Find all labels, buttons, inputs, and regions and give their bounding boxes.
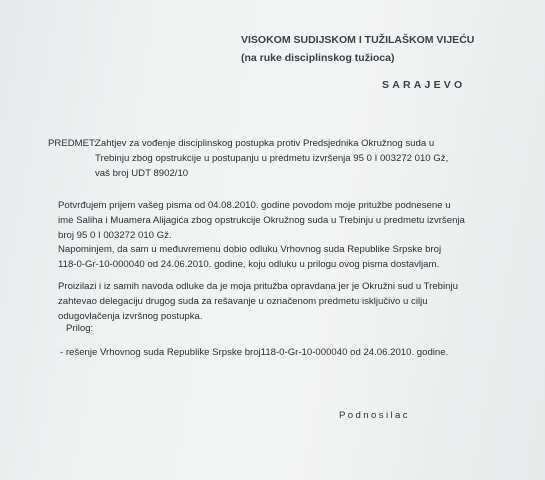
signature-label: Podnosilac bbox=[339, 410, 410, 421]
subject-block bbox=[48, 136, 448, 181]
subject-line-2: Trebinju zbog opstrukcije u postupanju u predmetu izvršenja 95 0 I 003272 010 Gž, bbox=[95, 153, 449, 164]
paragraph-line: Potvrđujem prijem vašeg pisma od 04.08.2010. godine povodom moje pritužbe podnesene u bbox=[58, 200, 451, 211]
paragraph-line: zahtevao delegaciju drugog suda za rešavanje u označenom predmetu isključivo u cilju bbox=[58, 296, 428, 307]
paragraph-confirmation bbox=[58, 198, 465, 243]
paragraph-line: broj 95 0 I 003272 010 Gž. bbox=[58, 230, 172, 241]
attachments-label: Prilog: bbox=[66, 323, 94, 334]
subject-text-1: Zahtjev za vođenje disciplinskog postupka protiv Predsjednika Okružnog suda u bbox=[95, 138, 435, 149]
attachment-item: - rešenje Vrhovnog suda Republike Srpske broj118-0-Gr-10-000040 od 24.06.2010. godine. bbox=[60, 347, 449, 358]
subject-line-1 bbox=[48, 136, 448, 151]
paragraph-conclusion bbox=[58, 279, 458, 324]
subject-line-3: vaš broj UDT 8902/10 bbox=[95, 168, 189, 179]
paragraph-line: odugovlačenja izvršnog postupka. bbox=[58, 311, 203, 322]
recipient-name: VISOKOM SUDIJSKOM I TUŽILAŠKOM VIJEĆU bbox=[241, 34, 475, 46]
paragraph-note bbox=[58, 242, 441, 272]
paragraph-line: Napominjem, da sam u međuvremenu dobio odluku Vrhovnog suda Republike Srpske broj bbox=[58, 244, 442, 255]
paragraph-line: Proizilazi i iz samih navoda odluke da je moja pritužba opravdana jer je Okružni sud u Trebinju bbox=[58, 281, 458, 292]
subject-label: PREDMET: bbox=[48, 138, 97, 149]
paragraph-line: 118-0-Gr-10-000040 od 24.06.2010. godine, koju odluku u prilogu ovog pisma dostavljam. bbox=[58, 259, 440, 270]
recipient-note: (na ruke disciplinskog tužioca) bbox=[241, 52, 395, 64]
paragraph-line: ime Saliha i Muamera Alijagića zbog opstrukcije Okružnog suda u Trebinju u predmetu izvršenja bbox=[58, 215, 465, 226]
recipient-city: SARAJEVO bbox=[382, 79, 466, 91]
